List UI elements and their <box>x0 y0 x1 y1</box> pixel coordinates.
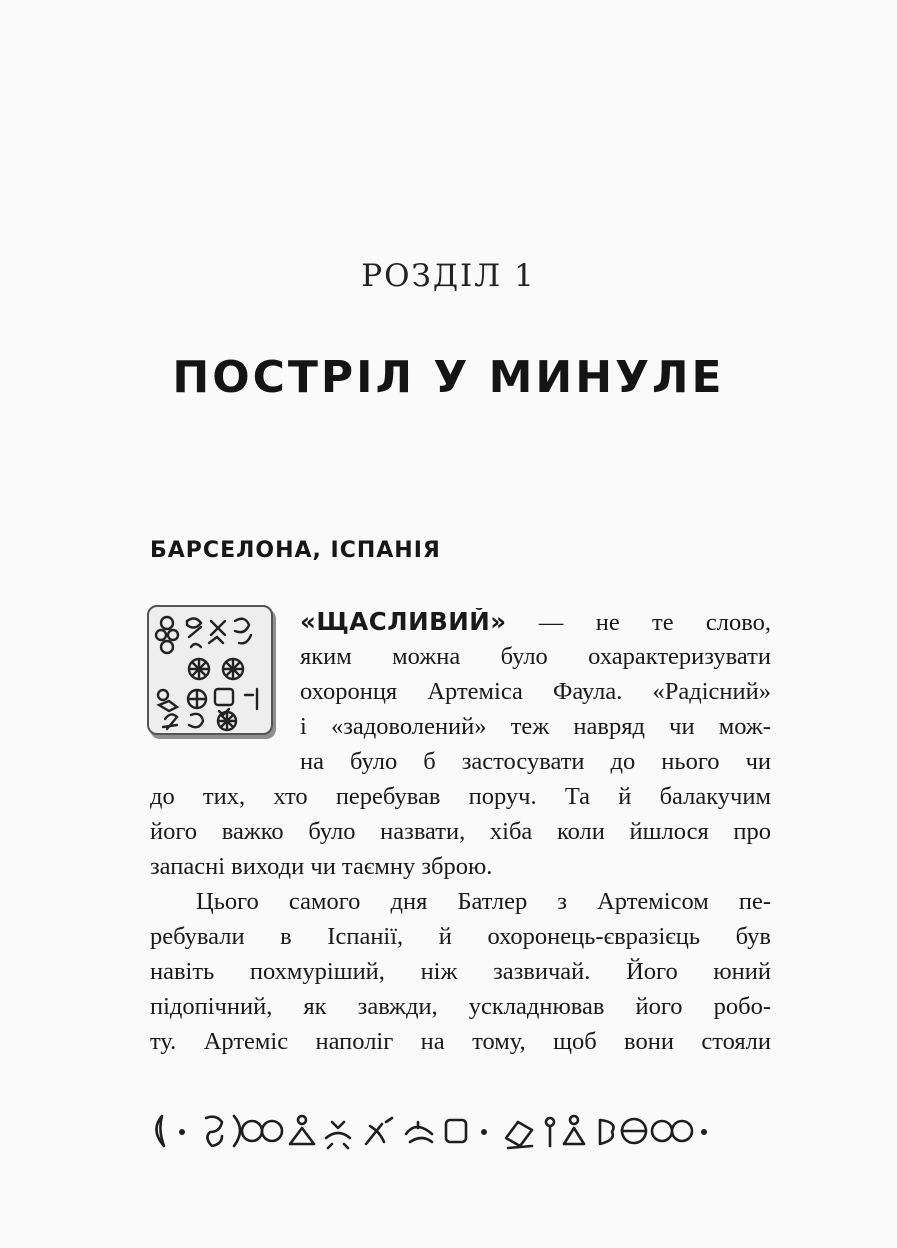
body-line-7: його важко було назвати, хіба коли йшлося про <box>150 818 771 845</box>
body-line-9: Цього самого дня Батлер з Артемісом пе- <box>196 888 771 915</box>
gnommish-rune-strip-icon <box>148 1108 788 1163</box>
body-line-3: охоронця Артеміса Фаула. «Радісний» <box>300 678 771 705</box>
body-line-1-text: — не те слово, <box>506 609 771 636</box>
body-line-4: і «задоволений» теж навряд чи мож- <box>300 713 771 740</box>
body-line-13: ту. Артеміс наполіг на тому, щоб вони стояли <box>150 1028 771 1055</box>
body-line-10: ребували в Іспанії, й охоронець-євразієць був <box>150 923 771 950</box>
body-line-12: підопічний, як завжди, ускладнював його робо- <box>150 993 771 1020</box>
chapter-label: РОЗДІЛ 1 <box>361 258 536 294</box>
gnommish-rune-block-icon <box>147 605 273 735</box>
body-line-6: до тих, хто перебував поруч. Та й балакучим <box>150 783 771 810</box>
body-line-5: на було б застосувати до нього чи <box>300 748 771 775</box>
body-line-2: яким можна було охарактеризувати <box>300 643 771 670</box>
body-line-11: навіть похмуріший, ніж зазвичай. Його юний <box>150 958 771 985</box>
location-heading: БАРСЕЛОНА, ІСПАНІЯ <box>150 538 441 563</box>
body-line-1 <box>300 608 771 636</box>
lead-word: «ЩАСЛИВИЙ» <box>300 608 507 636</box>
chapter-title: ПОСТРІЛ У МИНУЛЕ <box>172 352 725 403</box>
body-line-8: запасні виходи чи таємну зброю. <box>150 853 493 880</box>
